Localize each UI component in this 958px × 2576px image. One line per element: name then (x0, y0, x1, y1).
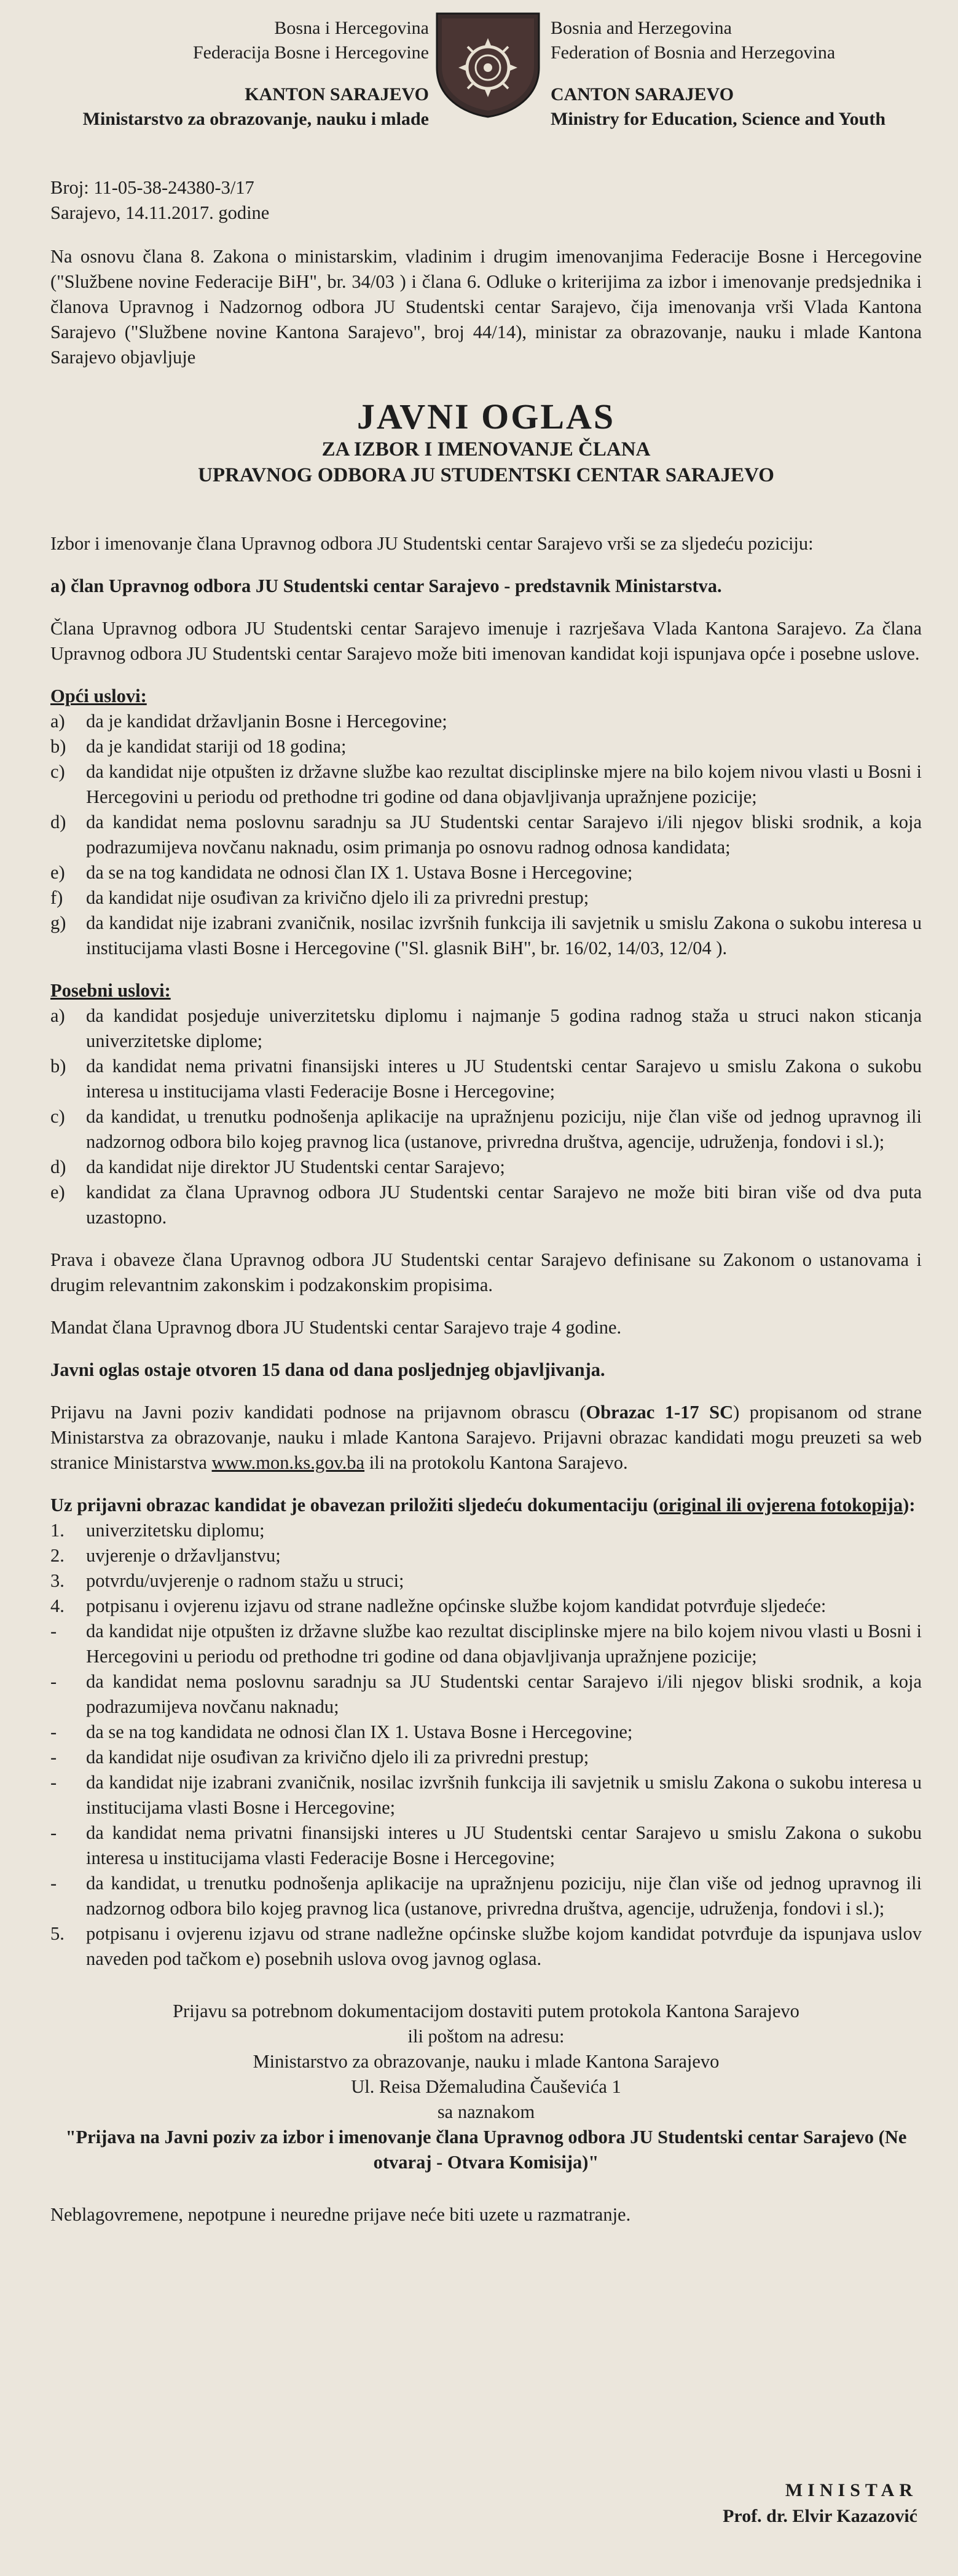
list-item: - da kandidat, u trenutku podnošenja aplikacije na upražnjenu poziciju, nije član više od jednog upravnog ili nadzornog odbora bilo kojeg pravnog lica (ustanove, privredna društva, agencije, udruženja, fondovi i sl.); (50, 1873, 922, 1919)
form-code: Obrazac 1-17 SC (586, 1402, 734, 1423)
reference-block (50, 175, 922, 226)
list-item: - da se na tog kandidata ne odnosi član IX 1. Ustava Bosne i Hercegovine; (50, 1721, 633, 1742)
submission-envelope-label: "Prijava na Javni poziv za izbor i imenovanje člana Upravnog odbora JU Studentski centar Sarajevo (Ne otvaraj - Otvara Komisija)" (65, 2127, 907, 2173)
letterhead-country-en: Bosnia and Herzegovina (551, 18, 732, 38)
position-item: a) član Upravnog odbora JU Studentski centar Sarajevo - predstavnik Ministarstva. (50, 575, 722, 596)
list-item: d) da kandidat nije direktor JU Studentski centar Sarajevo; (50, 1156, 505, 1177)
submission-line: ili poštom na adresu: (407, 2026, 565, 2047)
letterhead-federation: Federacija Bosne i Hercegovine (192, 42, 429, 63)
mandate-paragraph: Mandat člana Upravnog dbora JU Studentski centar Sarajevo traje 4 godine. (50, 1317, 622, 1338)
notice-title-sub1: ZA IZBOR I IMENOVANJE ČLANA (321, 438, 651, 460)
ministry-website-link[interactable]: www.mon.ks.gov.ba (211, 1452, 365, 1473)
list-item: e) da se na tog kandidata ne odnosi član IX 1. Ustava Bosne i Hercegovine; (50, 862, 633, 883)
list-item: c) da kandidat nije otpušten iz državne službe kao rezultat disciplinske mjere na bilo kojem nivou vlasti u Bosni i Hercegovini u periodu od prethodne tri godine od dana objavljivanja upražnjene pozicije; (50, 761, 922, 807)
intro-paragraph: Na osnovu člana 8. Zakona o ministarskim, vladinim i drugim imenovanjima Federacije Bosne i Hercegovine ("Službene novine Federacije BiH", br. 34/03 ) i člana 6. Odluke o kriterijima za izbor i imenovanje predsjednika i članova Upravnog i Nadzornog odbora JU Studentski centar Sarajevo, čija imenovanja vrši Vlada Kantona Sarajevo ("Službene novine Kantona Sarajevo", broj 44/14), ministar za obrazovanje, nauku i mlade Kantona Sarajevo objavljuje (50, 246, 922, 368)
list-item: 5. potpisanu i ovjerenu izjavu od strane nadležne općinske službe kojom kandidat potvrđuje da ispunjava uslov naveden pod tačkom e) posebnih uslova ovog javnog oglasa. (50, 1923, 922, 1969)
canton-sarajevo-crest-icon (433, 11, 543, 119)
letterhead-canton-en: CANTON SARAJEVO (551, 84, 734, 105)
letterhead-canton: KANTON SARAJEVO (245, 84, 429, 105)
special-conditions-heading: Posebni uslovi: (50, 980, 171, 1001)
general-conditions-list (50, 709, 922, 961)
appointment-paragraph: Člana Upravnog odbora JU Studentski centar Sarajevo imenuje i razrješava Vlada Kantona Sarajevo. Za člana Upravnog odbora JU Studentski centar Sarajevo može biti imenovan kandidat koji ispunjava opće i posebne uslove. (50, 618, 922, 664)
list-item: - da kandidat nema privatni finansijski interes u JU Studentski centar Sarajevo u smislu Zakona o sukobu interesa u institucijama vlasti Federacije Bosne i Hercegovine; (50, 1822, 922, 1868)
list-item: c) da kandidat, u trenutku podnošenja aplikacije na upražnjenu poziciju, nije član više od jednog upravnog ili nadzornog odbora bilo kojeg pravnog lica (ustanove, privredna društva, agencije, udruženja, fondovi i sl.); (50, 1106, 922, 1152)
signature-block (723, 2478, 917, 2529)
notice-body (50, 175, 922, 2227)
list-item: a) da je kandidat državljanin Bosne i Hercegovine; (50, 711, 447, 732)
signature-title: MINISTAR (785, 2480, 917, 2500)
documents-list (50, 1518, 922, 1619)
notice-title-sub2: UPRAVNOG ODBORA JU STUDENTSKI CENTAR SARAJEVO (198, 464, 774, 486)
letterhead (0, 11, 958, 134)
list-item: f) da kandidat nije osuđivan za krivično djelo ili za privredni prestup; (50, 887, 589, 908)
documents-list-end (50, 1921, 922, 1972)
open-period-paragraph: Javni oglas ostaje otvoren 15 dana od dana posljednjeg objavljivanja. (50, 1359, 605, 1380)
signature-name: Prof. dr. Elvir Kazazović (723, 2506, 917, 2526)
letterhead-local (83, 16, 429, 132)
documents-heading: Uz prijavni obrazac kandidat je obavezan priložiti sljedeću dokumentaciju (original ili ovjerena fotokopija): (50, 1495, 916, 1515)
submission-address-line: Ul. Reisa Džemaludina Čauševića 1 (351, 2076, 621, 2097)
list-item: 2. uvjerenje o državljanstvu; (50, 1545, 281, 1566)
position-intro: Izbor i imenovanje člana Upravnog odbora JU Studentski centar Sarajevo vrši se za sljedeću poziciju: (50, 533, 814, 554)
list-item: e) kandidat za člana Upravnog odbora JU Studentski centar Sarajevo ne može biti biran više od dva puta uzastopno. (50, 1182, 922, 1228)
list-item: 4. potpisanu i ovjerenu izjavu od strane nadležne općinske službe kojom kandidat potvrđuje sljedeće: (50, 1595, 826, 1616)
letterhead-federation-en: Federation of Bosnia and Herzegovina (551, 42, 836, 63)
reference-number: Broj: 11-05-38-24380-3/17 (50, 177, 254, 198)
letterhead-ministry-en: Ministry for Education, Science and Youth (551, 109, 886, 129)
rights-paragraph: Prava i obaveze člana Upravnog odbora JU Studentski centar Sarajevo definisane su Zakonom o ustanovama i drugim relevantnim zakonskim i podzakonskim propisima. (50, 1249, 922, 1295)
application-paragraph: Prijavu na Javni poziv kandidati podnose na prijavnom obrascu (Obrazac 1-17 SC) propisanom od strane Ministarstva za obrazovanje, nauku i mlade Kantona Sarajevo. Prijavni obrazac kandidati mogu preuzeti sa web stranice Ministarstva www.mon.ks.gov.ba ili na protokolu Kantona Sarajevo. (50, 1402, 922, 1473)
submission-line: sa naznakom (437, 2101, 535, 2122)
letterhead-country: Bosna i Hercegovina (274, 18, 429, 38)
closing-paragraph: Neblagovremene, nepotpune i neuredne prijave neće biti uzete u razmatranje. (50, 2204, 631, 2225)
list-item: 1. univerzitetsku diplomu; (50, 1520, 265, 1541)
statement-sublist (50, 1619, 922, 1921)
list-item: 3. potvrdu/uvjerenje o radnom stažu u struci; (50, 1570, 404, 1591)
submission-address-line: Ministarstvo za obrazovanje, nauku i mlade Kantona Sarajevo (253, 2051, 720, 2072)
list-item: - da kandidat nema poslovnu saradnju sa JU Studentski centar Sarajevo i/ili njegov bliski srodnik, a koja podrazumijeva novčanu naknadu; (50, 1671, 922, 1717)
submission-block (50, 1999, 922, 2175)
submission-line: Prijavu sa potrebnom dokumentacijom dostaviti putem protokola Kantona Sarajevo (173, 2001, 799, 2021)
list-item: - da kandidat nije izabrani zvaničnik, nosilac izvršnih funkcija ili savjetnik u smislu Zakona o sukobu interesa u institucijama vlasti Bosne i Hercegovine; (50, 1772, 922, 1818)
list-item: g) da kandidat nije izabrani zvaničnik, nosilac izvršnih funkcija ili savjetnik u smislu Zakona o sukobu interesa u institucijama vlasti Bosne i Hercegovine ("Sl. glasnik BiH", br. 16/02, 14/03, 12/04 ). (50, 912, 922, 958)
notice-title-main: JAVNI OGLAS (356, 397, 616, 437)
letterhead-ministry: Ministarstvo za obrazovanje, nauku i mlade (82, 109, 429, 129)
list-item: b) da je kandidat stariji od 18 godina; (50, 736, 347, 757)
list-item: d) da kandidat nema poslovnu saradnju sa JU Studentski centar Sarajevo i/ili njegov bliski srodnik, a koja podrazumijeva novčanu naknadu, osim primanja po osnovu radnog odnosa kandidata; (50, 812, 922, 858)
list-item: a) da kandidat posjeduje univerzitetsku diplomu i najmanje 5 godina radnog staža u struci nakon sticanja univerzitetske diplome; (50, 1005, 922, 1051)
notice-title (50, 397, 922, 488)
list-item: b) da kandidat nema privatni finansijski interes u JU Studentski centar Sarajevo u smislu Zakona o sukobu interesa u institucijama vlasti Federacije Bosne i Hercegovine; (50, 1056, 922, 1102)
list-item: - da kandidat nije osuđivan za krivično djelo ili za privredni prestup; (50, 1747, 589, 1768)
general-conditions-heading: Opći uslovi: (50, 685, 147, 706)
letterhead-english (551, 16, 885, 132)
reference-date: Sarajevo, 14.11.2017. godine (50, 202, 270, 223)
special-conditions-list (50, 1003, 922, 1230)
list-item: - da kandidat nije otpušten iz državne službe kao rezultat disciplinske mjere na bilo kojem nivou vlasti u Bosni i Hercegovini u periodu od prethodne tri godine od dana objavljivanja upražnjene pozicije; (50, 1621, 922, 1667)
